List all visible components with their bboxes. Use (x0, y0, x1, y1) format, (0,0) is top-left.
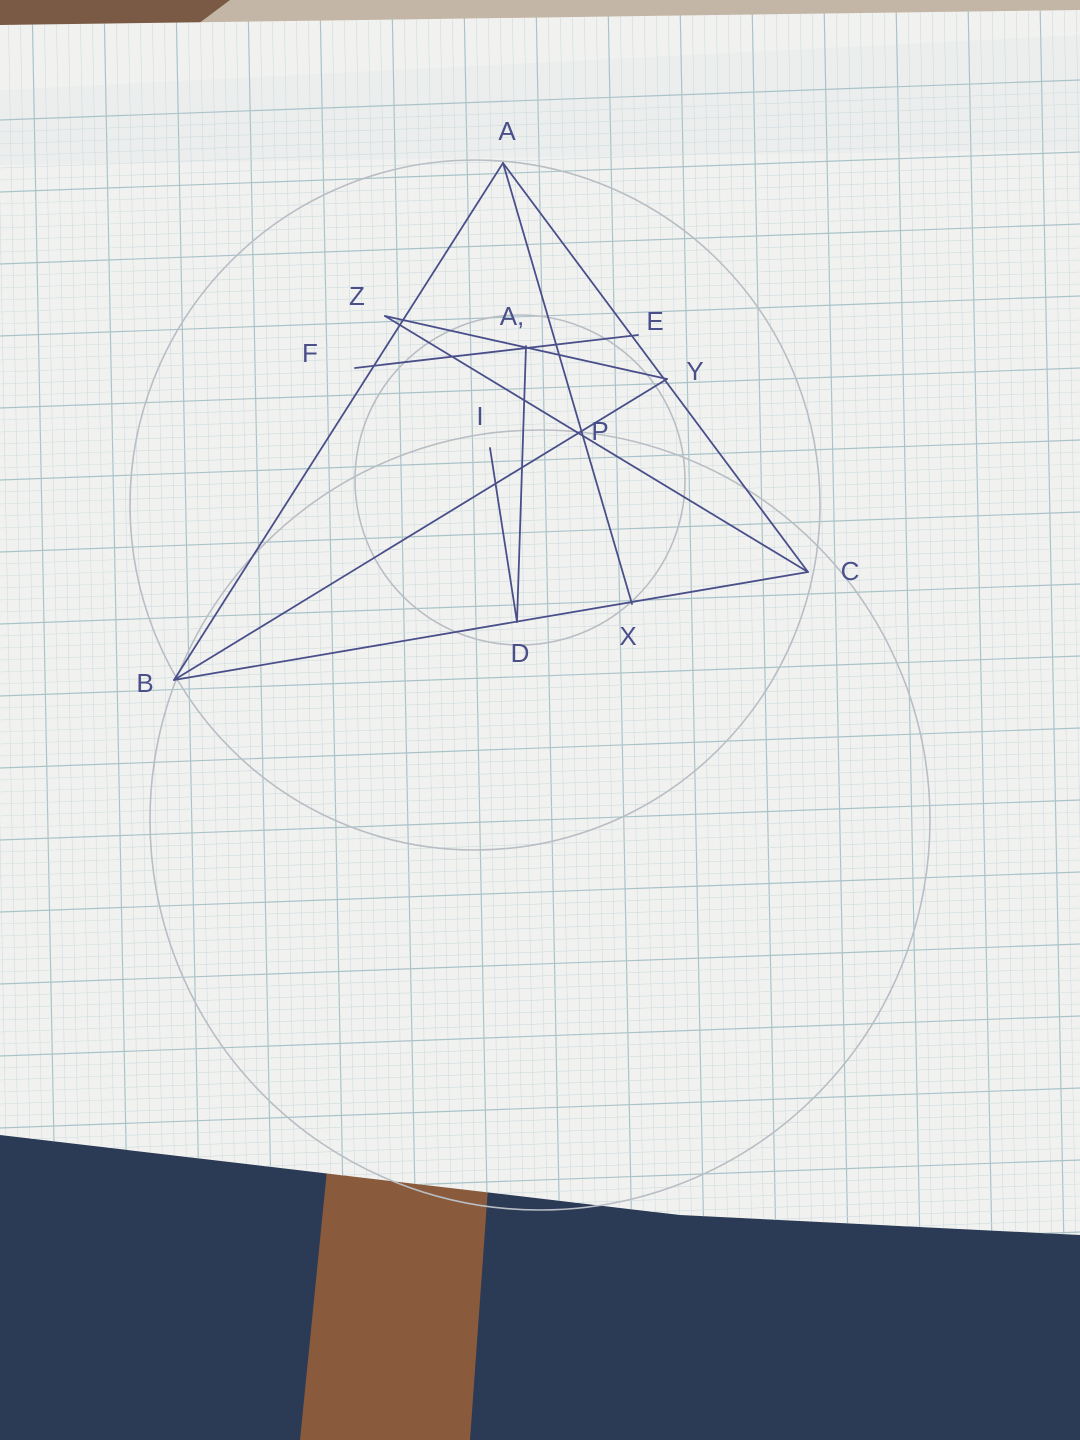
label-I: I (476, 401, 484, 431)
label-Y: Y (686, 356, 704, 386)
label-Z: Z (349, 281, 365, 311)
label-A: A (498, 116, 516, 146)
label-X: X (619, 621, 637, 651)
label-A1: A, (499, 301, 525, 331)
label-P: P (591, 416, 609, 446)
label-C: C (840, 556, 860, 586)
label-D: D (510, 638, 530, 668)
label-B: B (136, 668, 154, 698)
label-E: E (646, 306, 664, 336)
label-F: F (302, 338, 318, 368)
